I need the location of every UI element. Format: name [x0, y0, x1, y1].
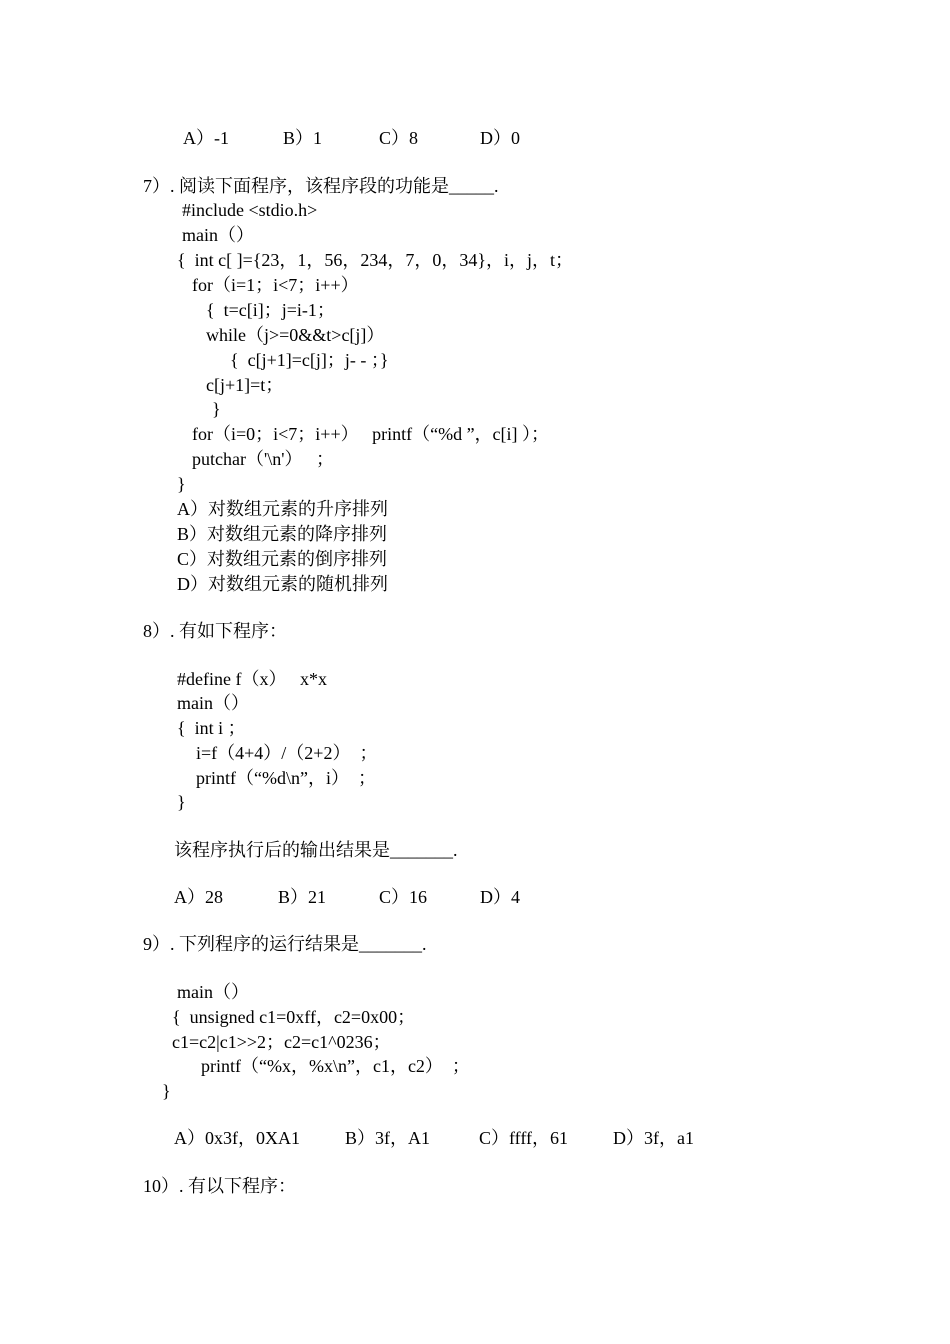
- q8-option-b: B）21: [278, 887, 327, 907]
- code-line: }: [177, 792, 186, 812]
- code-line: }: [212, 399, 221, 419]
- code-line: for（i=1；i<7；i++）: [192, 275, 359, 295]
- q8-stem: 8）. 有如下程序：: [143, 621, 287, 641]
- code-line: for（i=0；i<7；i++） printf（“%d ”，c[i] ）；: [192, 424, 550, 444]
- code-line: main（）: [177, 693, 249, 713]
- code-line: }: [177, 474, 186, 494]
- q7-option-d: D）对数组元素的随机排列: [177, 574, 388, 594]
- code-line: { int i ；: [177, 718, 246, 738]
- q7-stem: 7）. 阅读下面程序，该程序段的功能是_____.: [143, 176, 499, 196]
- q6-option-b: B）1: [283, 128, 323, 148]
- q7-option-b: B）对数组元素的降序排列: [177, 524, 388, 544]
- code-line: printf（“%d\n”，i） ；: [196, 768, 376, 788]
- code-line: { unsigned c1=0xff，c2=0x00；: [172, 1007, 416, 1027]
- code-line: while（j>=0&&t>c[j]）: [206, 325, 385, 345]
- q8-option-a: A）28: [174, 887, 223, 907]
- code-line: printf（“%x，%x\n”，c1，c2） ；: [201, 1056, 470, 1076]
- code-line: { int c[ ]={23，1，56，234，7，0，34}，i，j，t；: [177, 250, 574, 270]
- q7-option-c: C）对数组元素的倒序排列: [177, 549, 388, 569]
- code-line: { t=c[i]；j=i-1；: [206, 300, 335, 320]
- q9-stem: 9）. 下列程序的运行结果是_______.: [143, 934, 427, 954]
- code-line: main（）: [177, 982, 249, 1002]
- q9-option-d: D）3f，a1: [613, 1128, 694, 1148]
- q6-option-a: A）-1: [183, 128, 229, 148]
- q9-option-b: B）3f，A1: [345, 1128, 430, 1148]
- q9-option-a: A）0x3f，0XA1: [174, 1128, 300, 1148]
- code-line: main（）: [182, 225, 254, 245]
- code-line: #define f（x） x*x: [177, 669, 327, 689]
- code-line: i=f（4+4）/（2+2） ；: [196, 743, 378, 763]
- q8-option-c: C）16: [379, 887, 428, 907]
- q7-option-a: A）对数组元素的升序排列: [177, 499, 388, 519]
- q8-option-d: D）4: [480, 887, 520, 907]
- code-line: }: [162, 1081, 171, 1101]
- code-line: c[j+1]=t；: [206, 375, 284, 395]
- q10-stem: 10）. 有以下程序：: [143, 1176, 296, 1196]
- code-line: c1=c2|c1>>2；c2=c1^0236；: [172, 1032, 391, 1052]
- q6-option-c: C）8: [379, 128, 419, 148]
- q8-question-text: 该程序执行后的输出结果是_______.: [174, 840, 458, 860]
- code-line: #include <stdio.h>: [182, 200, 318, 220]
- q9-option-c: C）ffff，61: [479, 1128, 569, 1148]
- code-line: putchar（'\n'） ；: [192, 449, 334, 469]
- q6-option-d: D）0: [480, 128, 520, 148]
- code-line: { c[j+1]=c[j]；j- - ；}: [230, 350, 389, 370]
